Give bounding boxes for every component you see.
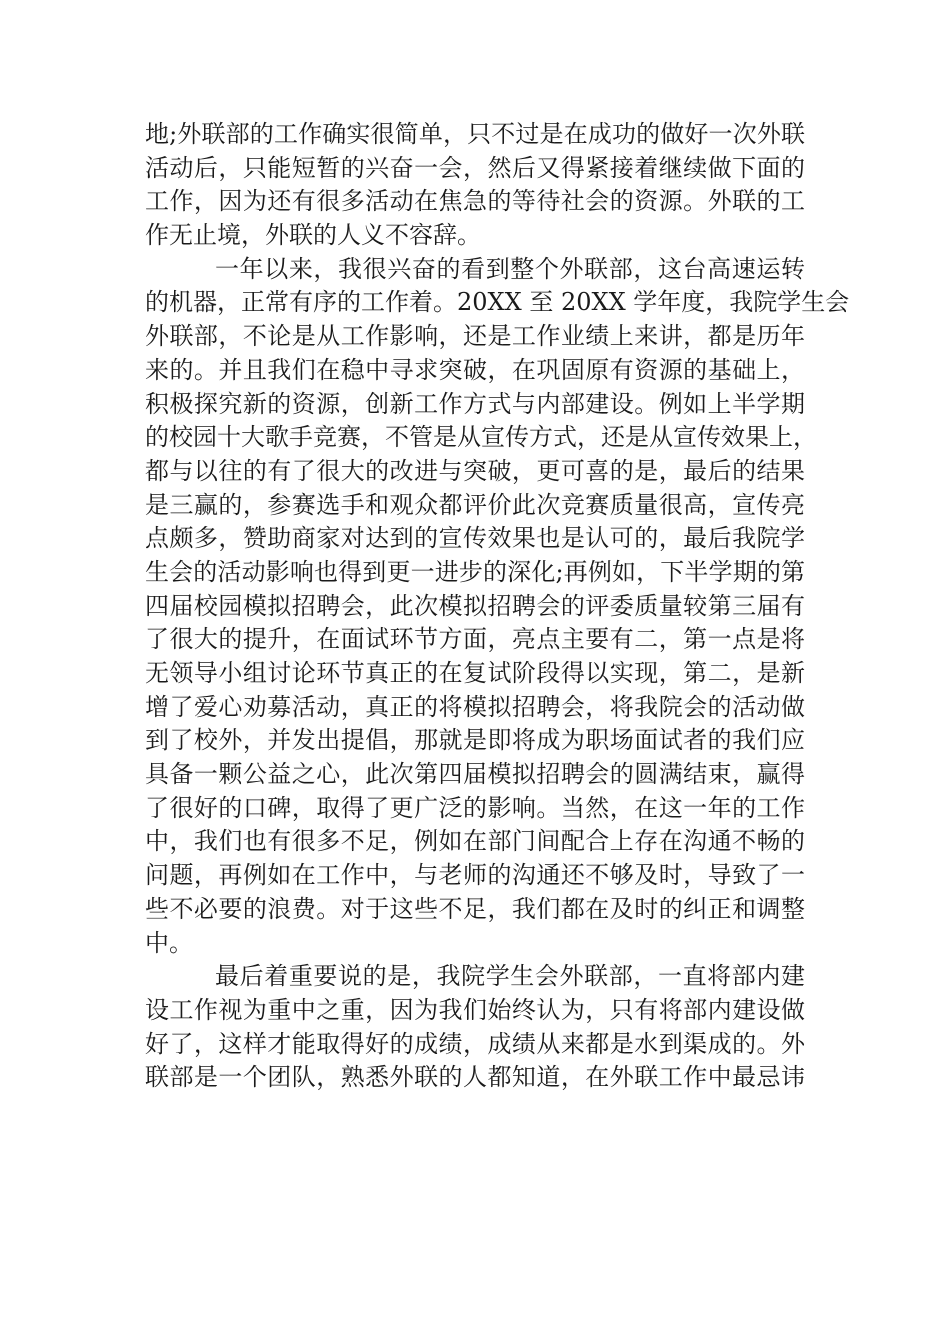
text-line: 工作，因为还有很多活动在焦急的等待社会的资源。外联的工 bbox=[145, 187, 805, 216]
text-line: 些不必要的浪费。对于这些不足，我们都在及时的纠正和调整 bbox=[145, 894, 805, 923]
text-line: 是三赢的，参赛选手和观众都评价此次竞赛质量很高，宣传亮 bbox=[145, 490, 805, 519]
text-line: 问题，再例如在工作中，与老师的沟通还不够及时，导致了一 bbox=[145, 861, 805, 890]
text-line: 的校园十大歌手竞赛，不管是从宣传方式，还是从宣传效果上， bbox=[145, 423, 817, 452]
document-body bbox=[145, 118, 850, 1095]
text-line: 活动后，只能短暂的兴奋一会，然后又得紧接着继续做下面的 bbox=[145, 153, 805, 182]
text-line: 中。 bbox=[145, 928, 193, 957]
text-line: 都与以往的有了很大的改进与突破，更可喜的是，最后的结果 bbox=[145, 456, 805, 485]
text-line: 积极探究新的资源，创新工作方式与内部建设。例如上半学期 bbox=[145, 389, 805, 418]
text-line: 了很大的提升，在面试环节方面，亮点主要有二，第一点是将 bbox=[145, 625, 805, 654]
text-line: 点颇多，赞助商家对达到的宣传效果也是认可的，最后我院学 bbox=[145, 524, 805, 553]
text-line: 作无止境，外联的人义不容辞。 bbox=[145, 221, 481, 250]
text-line: 四届校园模拟招聘会，此次模拟招聘会的评委质量较第三届有 bbox=[145, 591, 805, 620]
text-line: 好了，这样才能取得好的成绩，成绩从来都是水到渠成的。外 bbox=[145, 1029, 805, 1058]
text-line: 的机器，正常有序的工作着。20XX 至 20XX 学年度，我院学生会 bbox=[145, 288, 850, 317]
text-line: 中，我们也有很多不足，例如在部门间配合上存在沟通不畅的 bbox=[145, 827, 805, 856]
text-line: 无领导小组讨论环节真正的在复试阶段得以实现，第二，是新 bbox=[145, 659, 805, 687]
text-line: 一年以来，我很兴奋的看到整个外联部，这台高速运转 bbox=[215, 254, 805, 283]
paragraph-1 bbox=[145, 118, 805, 253]
text-line: 增了爱心劝募活动，真正的将模拟招聘会，将我院会的活动做 bbox=[145, 692, 805, 721]
text-line: 设工作视为重中之重，因为我们始终认为，只有将部内建设做 bbox=[145, 995, 805, 1024]
paragraph-3 bbox=[145, 960, 805, 1095]
text-line: 联部是一个团队，熟悉外联的人都知道，在外联工作中最忌讳 bbox=[145, 1063, 805, 1092]
text-line: 最后着重要说的是，我院学生会外联部，一直将部内建 bbox=[215, 962, 805, 991]
text-line: 外联部，不论是从工作影响，还是工作业绩上来讲，都是历年 bbox=[145, 322, 805, 351]
text-line: 了很好的口碑，取得了更广泛的影响。当然，在这一年的工作 bbox=[145, 793, 805, 822]
text-line: 地;外联部的工作确实很简单，只不过是在成功的做好一次外联 bbox=[145, 120, 805, 148]
text-line: 到了校外，并发出提倡，那就是即将成为职场面试者的我们应 bbox=[145, 726, 805, 755]
text-line: 具备一颗公益之心，此次第四届模拟招聘会的圆满结束，赢得 bbox=[145, 760, 805, 789]
text-line: 来的。并且我们在稳中寻求突破，在巩固原有资源的基础上， bbox=[145, 355, 805, 384]
paragraph-2 bbox=[145, 253, 850, 960]
text-line: 生会的活动影响也得到更一进步的深化;再例如，下半学期的第 bbox=[145, 557, 805, 586]
